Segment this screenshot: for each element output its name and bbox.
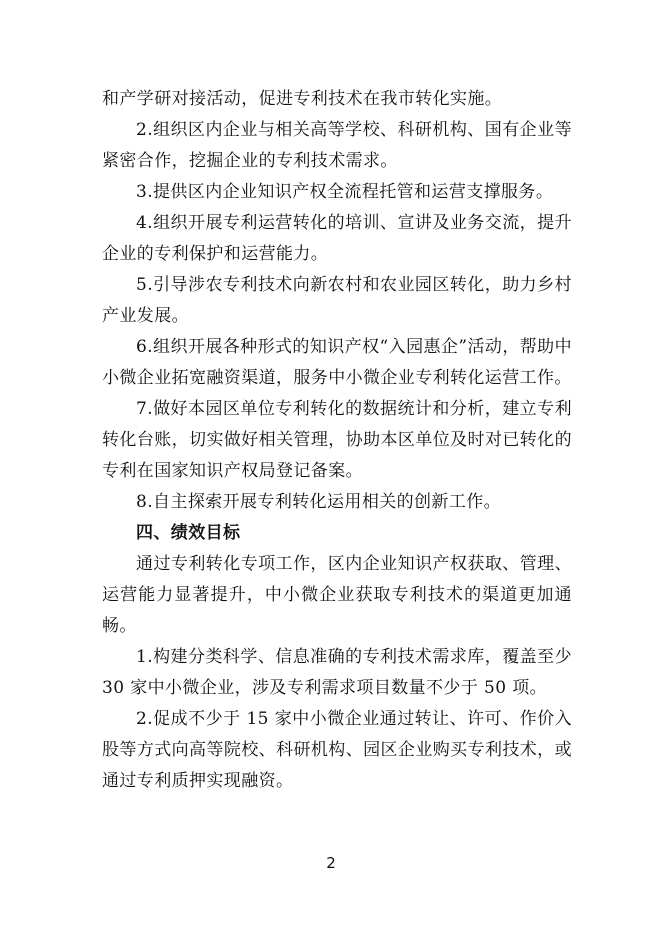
paragraph-item-3: 3.提供区内企业知识产权全流程托管和运营支撑服务。 [136, 182, 554, 202]
paragraph-item-5: 5.引导涉农专利技术向新农村和农业园区转化，助力乡村产业发展。 [102, 275, 572, 326]
paragraph-continuation: 和产学研对接活动，促进专利技术在我市转化实施。 [102, 89, 503, 109]
paragraph-item-2: 2.组织区内企业与相关高等学校、科研机构、国有企业等紧密合作，挖掘企业的专利技术需求。 [102, 120, 572, 171]
section-intro-paragraph: 通过专利转化专项工作，区内企业知识产权获取、管理、运营能力显著提升，中小微企业获取专利技术的渠道更加通畅。 [102, 554, 572, 636]
paragraph-item-4: 4.组织开展专利运营转化的培训、宣讲及业务交流，提升企业的专利保护和运营能力。 [102, 213, 572, 264]
paragraph-item-6: 6.组织开展各种形式的知识产权“入园惠企”活动，帮助中小微企业拓宽融资渠道，服务中小微企业专利转化运营工作。 [102, 337, 572, 388]
goal-item-1: 1.构建分类科学、信息准确的专利技术需求库，覆盖至少 30 家中小微企业，涉及专利需求项目数量不少于 50 项。 [102, 647, 572, 698]
paragraph-item-8: 8.自主探索开展专利转化运用相关的创新工作。 [136, 492, 502, 512]
section-heading: 四、绩效目标 [136, 523, 241, 543]
page-number: 2 [326, 854, 336, 872]
goal-item-2: 2.促成不少于 15 家中小微企业通过转让、许可、作价入股等方式向高等院校、科研机构、园区企业购买专利技术，或通过专利质押实现融资。 [102, 709, 572, 791]
paragraph-item-7: 7.做好本园区单位专利转化的数据统计和分析，建立专利转化台账，切实做好相关管理，协助本区单位及时对已转化的专利在国家知识产权局登记备案。 [102, 399, 572, 481]
document-body [102, 84, 572, 797]
